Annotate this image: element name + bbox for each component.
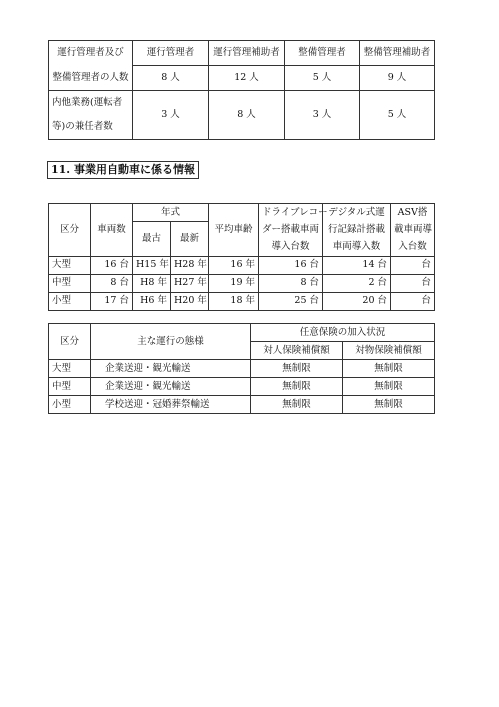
vehicle-digital-tacho: 20 台 <box>323 292 391 310</box>
operations-table <box>48 323 435 414</box>
staff-count-row <box>49 66 435 91</box>
staff-header: 整備管理者 <box>285 41 360 66</box>
staff-value: 3 人 <box>285 91 360 140</box>
staff-header-row <box>49 41 435 66</box>
staff-value: 9 人 <box>360 66 435 91</box>
vehicle-table <box>48 203 435 311</box>
ops-header-property: 対物保険補償額 <box>343 342 435 360</box>
vehicle-header-newest: 最新 <box>171 222 209 257</box>
ops-header-operation: 主な運行の態様 <box>91 324 251 360</box>
staff-label-1b: 整備管理者の人数 <box>49 66 133 91</box>
vehicle-header-drive-recorder: 導入台数 <box>259 239 323 257</box>
vehicle-drive-recorder: 25 台 <box>259 292 323 310</box>
vehicle-header-count: 車両数 <box>91 204 133 257</box>
vehicle-count: 16 台 <box>91 256 133 274</box>
vehicle-drive-recorder: 8 台 <box>259 274 323 292</box>
table-row <box>49 292 435 310</box>
vehicle-oldest: H8 年 <box>133 274 171 292</box>
ops-category: 中型 <box>49 378 91 396</box>
staff-concurrent-row-a <box>49 91 435 116</box>
staff-header: 運行管理者 <box>133 41 209 66</box>
staff-label-1a: 運行管理者及び <box>49 41 133 66</box>
ops-operation: 企業送迎・観光輸送 <box>91 360 251 378</box>
vehicle-count: 17 台 <box>91 292 133 310</box>
vehicle-header-row-1 <box>49 204 435 222</box>
vehicle-header-digital-tacho: 行記録計搭載 <box>323 222 391 239</box>
vehicle-avg-age: 18 年 <box>209 292 259 310</box>
staff-label-2a: 内他業務(運転者 <box>49 91 133 116</box>
ops-header-row-1 <box>49 324 435 342</box>
table-row <box>49 396 435 414</box>
ops-operation: 学校送迎・冠婚葬祭輸送 <box>91 396 251 414</box>
vehicle-asv: 台 <box>391 256 435 274</box>
vehicle-header-oldest: 最古 <box>133 222 171 257</box>
vehicle-category: 小型 <box>49 292 91 310</box>
ops-category: 大型 <box>49 360 91 378</box>
vehicle-asv: 台 <box>391 274 435 292</box>
vehicle-header-asv: 載車両導 <box>391 222 435 239</box>
staff-value: 12 人 <box>209 66 285 91</box>
vehicle-header-category: 区分 <box>49 204 91 257</box>
vehicle-digital-tacho: 14 台 <box>323 256 391 274</box>
vehicle-header-drive-recorder: ダー搭載車両 <box>259 222 323 239</box>
ops-property: 無制限 <box>343 378 435 396</box>
ops-personal: 無制限 <box>251 360 343 378</box>
vehicle-header-model-year: 年式 <box>133 204 209 222</box>
vehicle-header-asv: ASV搭 <box>391 204 435 222</box>
ops-property: 無制限 <box>343 360 435 378</box>
staff-header: 運行管理補助者 <box>209 41 285 66</box>
ops-category: 小型 <box>49 396 91 414</box>
vehicle-asv: 台 <box>391 292 435 310</box>
vehicle-oldest: H6 年 <box>133 292 171 310</box>
staff-value: 8 人 <box>133 66 209 91</box>
vehicle-category: 大型 <box>49 256 91 274</box>
staff-table <box>48 40 435 140</box>
vehicle-header-digital-tacho: デジタル式運 <box>323 204 391 222</box>
vehicle-category: 中型 <box>49 274 91 292</box>
vehicle-newest: H27 年 <box>171 274 209 292</box>
staff-label-2b: 等)の兼任者数 <box>49 115 133 140</box>
ops-header-personal: 対人保険補償額 <box>251 342 343 360</box>
ops-header-insurance: 任意保険の加入状況 <box>251 324 435 342</box>
table-row <box>49 378 435 396</box>
section-title: 11. 事業用自動車に係る情報 <box>47 161 199 179</box>
vehicle-header-avg-age: 平均車齢 <box>209 204 259 257</box>
vehicle-newest: H28 年 <box>171 256 209 274</box>
vehicle-header-asv: 入台数 <box>391 239 435 257</box>
ops-personal: 無制限 <box>251 396 343 414</box>
table-row <box>49 256 435 274</box>
ops-property: 無制限 <box>343 396 435 414</box>
vehicle-header-drive-recorder: ドライブレコー <box>259 204 323 222</box>
ops-header-category: 区分 <box>49 324 91 360</box>
vehicle-digital-tacho: 2 台 <box>323 274 391 292</box>
staff-value: 5 人 <box>285 66 360 91</box>
vehicle-avg-age: 16 年 <box>209 256 259 274</box>
vehicle-newest: H20 年 <box>171 292 209 310</box>
vehicle-drive-recorder: 16 台 <box>259 256 323 274</box>
staff-value: 8 人 <box>209 91 285 140</box>
staff-header: 整備管理補助者 <box>360 41 435 66</box>
ops-personal: 無制限 <box>251 378 343 396</box>
vehicle-count: 8 台 <box>91 274 133 292</box>
staff-value: 5 人 <box>360 91 435 140</box>
staff-value: 3 人 <box>133 91 209 140</box>
ops-operation: 企業送迎・観光輸送 <box>91 378 251 396</box>
vehicle-oldest: H15 年 <box>133 256 171 274</box>
table-row <box>49 360 435 378</box>
vehicle-avg-age: 19 年 <box>209 274 259 292</box>
table-row <box>49 274 435 292</box>
vehicle-header-digital-tacho: 車両導入数 <box>323 239 391 257</box>
